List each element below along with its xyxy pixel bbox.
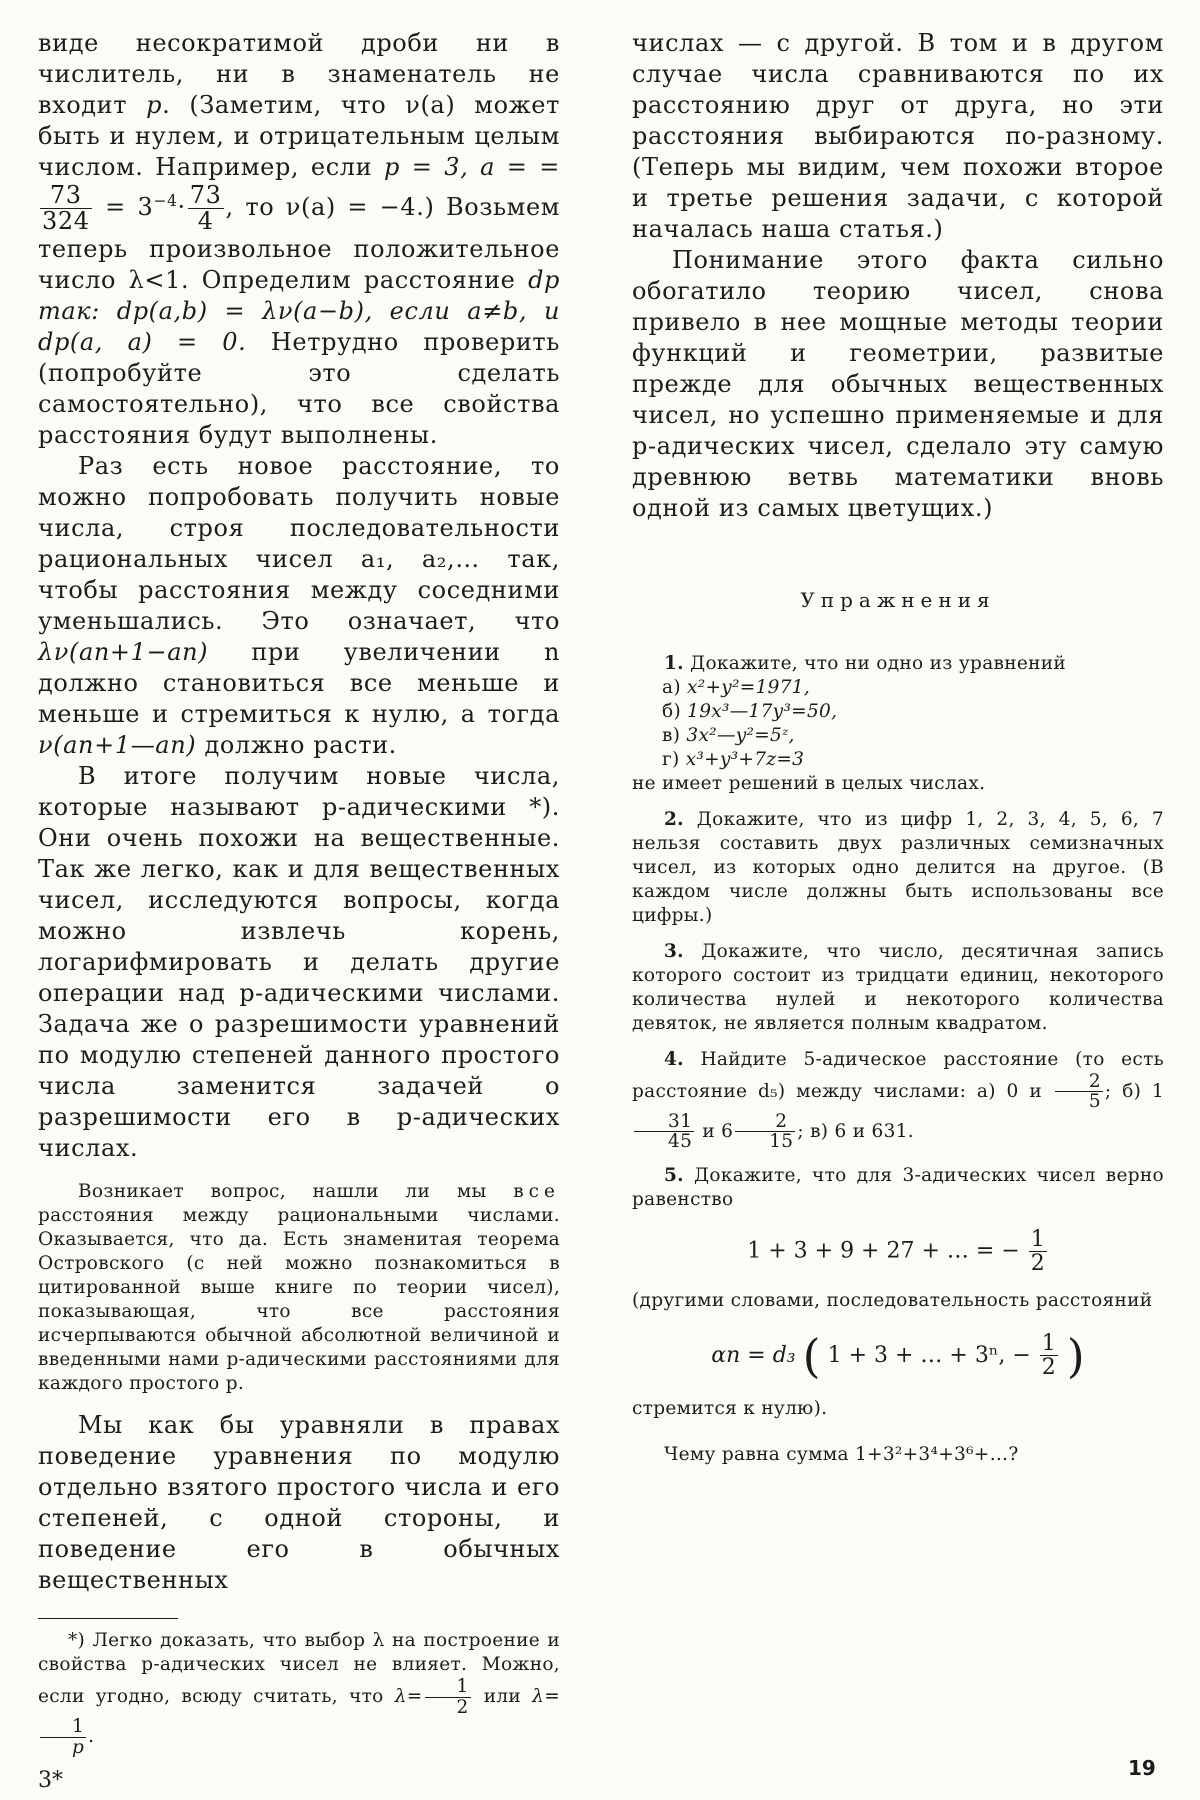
- fraction-2-5: $\frac{2}{5}$: [1055, 1072, 1103, 1112]
- fraction-73-324: $\frac{73}{324}$: [42, 181, 90, 236]
- fraction-2-15: $\frac{2}{15}$: [735, 1112, 795, 1152]
- paragraph-4: Мы как бы уравняли в правах поведение уравнения по модулю отдельно взятого простого числа и его степеней, с одной стороны, и поведение его в обычных вещественных: [38, 1411, 560, 1595]
- exercise-question: Чему равна сумма 1+3²+3⁴+3⁶+…?: [664, 1443, 1019, 1465]
- small-print-note: Возникает вопрос, нашли ли мы все расстояния между рациональными числами. Оказывается, что да. Есть знаменитая теорема Островского (с ней можно познакомиться в цитированной выше книге по теории чисел), показывающая, что все расстояния исчерпываются обычной абсолютной величиной и введенными нами p-адическими расстояниями для каждого простого p.: [38, 1181, 560, 1395]
- right-column: [632, 28, 1164, 1467]
- exercise-5: 5. Докажите, что для 3-адических чисел верно равенство: [632, 1164, 1164, 1210]
- example-equation: = $\frac{73}{324}$ = $3^{-4}\cdot$ $\frac{73}{4}$ , то ν(a) = −4.): [42, 153, 560, 236]
- fraction-31-45: $\frac{31}{45}$: [634, 1112, 694, 1152]
- signature-mark: 3*: [38, 1768, 63, 1793]
- fraction-1-2-alpha: $\frac{1}{2}$: [1041, 1331, 1056, 1381]
- right-paragraph-2: Понимание этого факта сильно обогатило теорию чисел, снова привело в нее мощные методы теории функций и геометрии, развитые прежде для обычных вещественных чисел, но успешно применяемые и для p-адических чисел, сделало эту самую древнюю ветвь математики вновь одной из самых цветущих.): [632, 246, 1164, 522]
- fraction-73-4: $\frac{73}{4}$: [189, 181, 222, 236]
- paragraph-2: Раз есть новое расстояние, то можно попробовать получить новые числа, строя последовательности рациональных чисел a₁, a₂,… так, чтобы расстояния между соседними уменьшались. Это означает, что λν(an+1−an) при увеличении n должно становиться все меньше и меньше и стремиться к нулю, а тогда ν(an+1—an) должно расти.: [38, 452, 560, 760]
- exercise-1: 1. Докажите, что ни одно из уравнений: [664, 653, 1067, 674]
- right-paragraph-1: числах — с другой. В том и в другом случае числа сравниваются по их расстоянию друг от друга, но эти расстояния выбираются по-разному. (Теперь мы видим, чем похожи второе и третье решения задачи, с которой началась наша статья.): [632, 29, 1164, 243]
- footnote: *) Легко доказать, что выбор λ на построение и свойства p-адических чисел не влияет. Можно, если угодно, всюду считать, что λ= $\frac{1}{2}$ или λ= $\frac{1}{p}$ .: [38, 1630, 560, 1758]
- exercise-3: 3. Докажите, что число, десятичная запись которого состоит из тридцати единиц, некоторого количества нулей и некоторого количества девяток, не является полным квадратом.: [632, 941, 1165, 1034]
- page-number: 19: [1128, 1756, 1156, 1780]
- paragraph-1: виде несократимой дроби ни в числитель, ни в знаменатель не входит p. (Заметим, что ν(a) может быть и нулем, и отрицательным целым числом. Например, если p = 3, a = = $\frac{73}{324}$ = $3^{-4}\cdot$ $\frac{73}{4}$ , то ν(a) = −4.) Возьмем теперь произвольное положительное число λ<1. Определим расстояние dp так: dp(a,b) = λν(a−b), если a≠b, и dp(a, a) = 0. Нетрудно проверить (попробуйте это сделать самостоятельно), что все свойства расстояния будут выполнены.: [38, 29, 561, 450]
- exercise-2: 2. Докажите, что из цифр 1, 2, 3, 4, 5, 6, 7 нельзя составить двух различных семизначных чисел, из которых одно делится на другое. (В каждом числе должны быть использованы все цифры.): [632, 809, 1164, 926]
- footnote-divider: [38, 1618, 178, 1619]
- left-column: [38, 28, 560, 1757]
- exercises-heading: Упражнения: [800, 588, 996, 612]
- exercises-list: 1. Докажите, что ни одно из уравнений а) x²+y²=1971, б) 19x³—17y³=50, в) 3x²—y²=5ᶻ, г) x³+y³+7z=3 не имеет решений в целых числах. 2. Докажите, что из цифр 1, 2, 3, 4, 5, 6, 7 нельзя составить двух различных семизначных чисел, из которых одно делится на другое. (В каждом числе должны быть использованы все цифры.) 3. Докажите, что число, десятичная запись которого состоит из тридцати единиц, некоторого количества нулей и некоторого количества девяток, не является полным квадратом. 4. Найдите 5-адическое расстояние (то есть расстояние d₅) между числами: а) 0 и $\frac{2}{5}$ ; б) 1 $\frac{31}{45}$ и 6 $\frac{2}{15}$ ; в) 6 и 631. 5. Докажите, что для 3-адических чисел верно равенство 1 + 3 + 9 + 27 + … = − $\frac{1}{2}$ (другими словами, последовательность расстояний αn = d₃ ( 1 + 3 + … + 3ⁿ, − $\frac{1}{2}$ ) стремится к нулю). Чему равна сумма 1+3²+3⁴+3⁶+…?: [632, 653, 1165, 1465]
- exercise-4: 4. Найдите 5-адическое расстояние (то есть расстояние d₅) между числами: а) 0 и $\frac{2}{5}$ ; б) 1 $\frac{31}{45}$ и 6 $\frac{2}{15}$ ; в) 6 и 631.: [632, 1049, 1165, 1153]
- formula-series: 1 + 3 + 9 + 27 + … = − $\frac{1}{2}$: [747, 1226, 1045, 1276]
- fraction-1-2-series: $\frac{1}{2}$: [1030, 1226, 1045, 1276]
- fraction-1-p: $\frac{1}{p}$: [40, 1717, 86, 1757]
- fraction-1-2: $\frac{1}{2}$: [425, 1677, 471, 1717]
- paragraph-3: В итоге получим новые числа, которые называют p-адическими *). Они очень похожи на вещественные. Так же легко, как и для вещественных чисел, исследуются вопросы, когда можно извлечь корень, логарифмировать и делать другие операции над p-адическими числами. Задача же о разрешимости уравнений по модулю степеней данного простого числа заменится задачей о разрешимости его в p-адических числах.: [38, 762, 560, 1163]
- formula-alpha: αn = d₃ ( 1 + 3 + … + 3ⁿ, − $\frac{1}{2}$ ): [711, 1328, 1085, 1383]
